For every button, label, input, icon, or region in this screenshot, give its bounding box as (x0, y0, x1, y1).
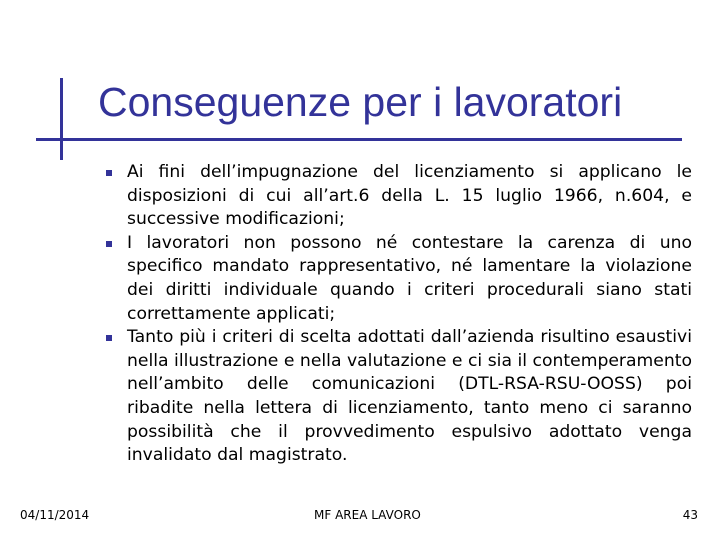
title-horizontal-rule (36, 138, 682, 141)
bullet-list (104, 161, 692, 468)
bullet-item (104, 326, 692, 468)
slide-title: Conseguenze per i lavoratori (98, 79, 623, 125)
bullet-text: Ai fini dell’impugnazione del licenziamento si applicano le disposizioni di cui all’art.6 della L. 15 luglio 1966, n.604, e successive modificazioni; (127, 162, 692, 230)
footer-center-label: MF AREA LAVORO (314, 508, 421, 522)
footer-date: 04/11/2014 (20, 508, 90, 522)
bullet-text: Tanto più i criteri di scelta adottati dall’azienda risultino esaustivi nella illustrazione e nella valutazione e ci sia il contemperamento nell’ambito delle comunicazioni (DTL-RSA-RSU-OOSS) poi ribadite nella lettera di licenziamento, tanto meno ci saranno possibilità che il provvedimento espulsivo adottato venga invalidato dal magistrato. (127, 327, 692, 466)
title-vertical-rule (60, 78, 63, 160)
square-bullet-icon (106, 170, 112, 176)
square-bullet-icon (106, 241, 112, 247)
bullet-text: I lavoratori non possono né contestare la carenza di uno specifico mandato rappresentativo, né lamentare la violazione dei diritti individuale quando i criteri procedurali siano stati correttamente applicati; (127, 232, 692, 324)
slide-number: 43 (682, 508, 698, 522)
bullet-item (104, 232, 692, 326)
bullet-item (104, 161, 692, 232)
square-bullet-icon (106, 335, 112, 341)
